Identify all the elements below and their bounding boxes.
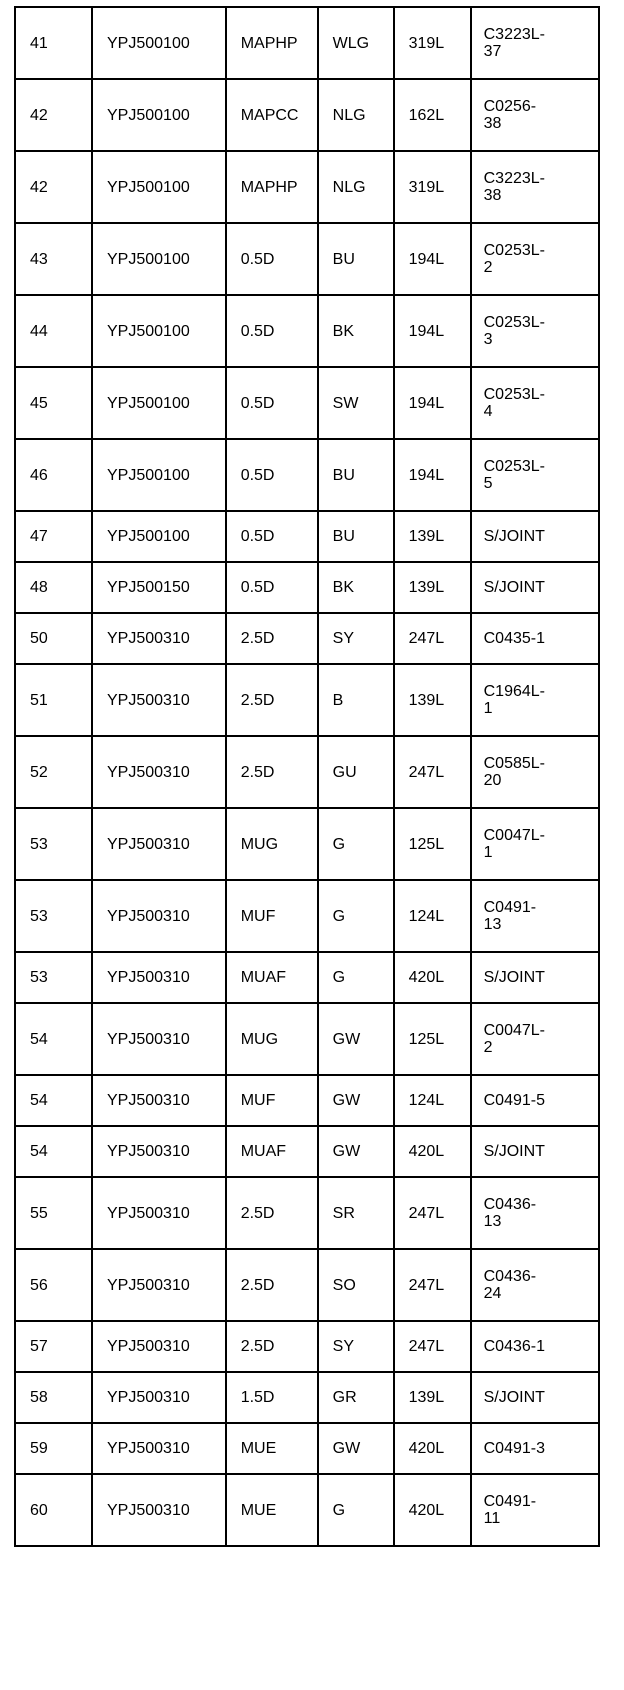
row-number-cell: 42	[15, 151, 92, 223]
table-row	[15, 439, 599, 511]
table-row	[15, 511, 599, 562]
color-cell: GU	[318, 736, 394, 808]
table-row	[15, 613, 599, 664]
connector-cell: S/JOINT	[471, 1372, 599, 1423]
part-number-cell: YPJ500100	[92, 367, 226, 439]
table-row	[15, 1075, 599, 1126]
table-row	[15, 367, 599, 439]
row-number-cell: 50	[15, 613, 92, 664]
row-number-cell: 60	[15, 1474, 92, 1546]
row-number-cell: 59	[15, 1423, 92, 1474]
color-cell: BK	[318, 295, 394, 367]
length-cell: 194L	[394, 295, 471, 367]
connector-cell: C0491-3	[471, 1423, 599, 1474]
color-cell: G	[318, 952, 394, 1003]
part-number-cell: YPJ500310	[92, 1321, 226, 1372]
color-cell: SR	[318, 1177, 394, 1249]
row-number-cell: 54	[15, 1003, 92, 1075]
part-number-cell: YPJ500310	[92, 1474, 226, 1546]
table-row	[15, 1423, 599, 1474]
part-number-cell: YPJ500310	[92, 664, 226, 736]
length-cell: 420L	[394, 1474, 471, 1546]
wire-type-cell: 0.5D	[226, 367, 318, 439]
wire-table-body	[15, 7, 599, 1546]
row-number-cell: 46	[15, 439, 92, 511]
connector-cell: S/JOINT	[471, 952, 599, 1003]
part-number-cell: YPJ500310	[92, 1177, 226, 1249]
wire-type-cell: MUAF	[226, 952, 318, 1003]
color-cell: BU	[318, 223, 394, 295]
part-number-cell: YPJ500150	[92, 562, 226, 613]
table-row	[15, 151, 599, 223]
color-cell: G	[318, 880, 394, 952]
length-cell: 247L	[394, 736, 471, 808]
part-number-cell: YPJ500310	[92, 952, 226, 1003]
length-cell: 194L	[394, 223, 471, 295]
table-row	[15, 223, 599, 295]
wire-type-cell: MUE	[226, 1474, 318, 1546]
length-cell: 247L	[394, 1321, 471, 1372]
wire-type-cell: 0.5D	[226, 295, 318, 367]
length-cell: 319L	[394, 7, 471, 79]
length-cell: 420L	[394, 1423, 471, 1474]
row-number-cell: 57	[15, 1321, 92, 1372]
row-number-cell: 54	[15, 1126, 92, 1177]
color-cell: B	[318, 664, 394, 736]
wire-type-cell: MUG	[226, 808, 318, 880]
color-cell: SY	[318, 1321, 394, 1372]
part-number-cell: YPJ500310	[92, 1423, 226, 1474]
color-cell: NLG	[318, 79, 394, 151]
table-row	[15, 952, 599, 1003]
wire-type-cell: 2.5D	[226, 613, 318, 664]
part-number-cell: YPJ500100	[92, 439, 226, 511]
connector-cell: S/JOINT	[471, 1126, 599, 1177]
table-row	[15, 736, 599, 808]
length-cell: 125L	[394, 808, 471, 880]
row-number-cell: 41	[15, 7, 92, 79]
color-cell: GW	[318, 1126, 394, 1177]
table-row	[15, 1249, 599, 1321]
color-cell: G	[318, 808, 394, 880]
color-cell: GW	[318, 1003, 394, 1075]
part-number-cell: YPJ500100	[92, 295, 226, 367]
connector-cell: C0253L- 5	[471, 439, 599, 511]
length-cell: 420L	[394, 1126, 471, 1177]
wire-type-cell: MUAF	[226, 1126, 318, 1177]
connector-cell: C0491-5	[471, 1075, 599, 1126]
length-cell: 247L	[394, 1177, 471, 1249]
part-number-cell: YPJ500100	[92, 79, 226, 151]
color-cell: BU	[318, 511, 394, 562]
row-number-cell: 53	[15, 880, 92, 952]
table-row	[15, 1177, 599, 1249]
connector-cell: C0585L- 20	[471, 736, 599, 808]
row-number-cell: 56	[15, 1249, 92, 1321]
color-cell: NLG	[318, 151, 394, 223]
connector-cell: C0047L- 2	[471, 1003, 599, 1075]
wire-type-cell: MAPHP	[226, 151, 318, 223]
table-row	[15, 880, 599, 952]
row-number-cell: 44	[15, 295, 92, 367]
table-row	[15, 1003, 599, 1075]
connector-cell: C0253L- 3	[471, 295, 599, 367]
connector-cell: C0253L- 2	[471, 223, 599, 295]
length-cell: 125L	[394, 1003, 471, 1075]
wire-type-cell: MUF	[226, 880, 318, 952]
length-cell: 124L	[394, 880, 471, 952]
wire-type-cell: 2.5D	[226, 664, 318, 736]
color-cell: GR	[318, 1372, 394, 1423]
row-number-cell: 53	[15, 952, 92, 1003]
table-row	[15, 1126, 599, 1177]
wire-type-cell: 0.5D	[226, 439, 318, 511]
wire-type-cell: 2.5D	[226, 1249, 318, 1321]
part-number-cell: YPJ500310	[92, 808, 226, 880]
row-number-cell: 58	[15, 1372, 92, 1423]
part-number-cell: YPJ500100	[92, 7, 226, 79]
wire-type-cell: 2.5D	[226, 1321, 318, 1372]
wire-type-cell: MAPCC	[226, 79, 318, 151]
connector-cell: C0047L- 1	[471, 808, 599, 880]
row-number-cell: 45	[15, 367, 92, 439]
length-cell: 194L	[394, 439, 471, 511]
connector-cell: C3223L- 38	[471, 151, 599, 223]
connector-cell: C0256- 38	[471, 79, 599, 151]
row-number-cell: 47	[15, 511, 92, 562]
length-cell: 420L	[394, 952, 471, 1003]
wire-type-cell: 2.5D	[226, 736, 318, 808]
wire-type-cell: MUG	[226, 1003, 318, 1075]
connector-cell: S/JOINT	[471, 562, 599, 613]
connector-cell: S/JOINT	[471, 511, 599, 562]
wire-type-cell: MAPHP	[226, 7, 318, 79]
wire-type-cell: MUF	[226, 1075, 318, 1126]
length-cell: 139L	[394, 1372, 471, 1423]
wire-type-cell: 0.5D	[226, 511, 318, 562]
row-number-cell: 53	[15, 808, 92, 880]
wire-type-cell: MUE	[226, 1423, 318, 1474]
part-number-cell: YPJ500310	[92, 736, 226, 808]
connector-cell: C0435-1	[471, 613, 599, 664]
connector-cell: C0253L- 4	[471, 367, 599, 439]
color-cell: SW	[318, 367, 394, 439]
row-number-cell: 54	[15, 1075, 92, 1126]
table-row	[15, 1474, 599, 1546]
part-number-cell: YPJ500100	[92, 151, 226, 223]
length-cell: 139L	[394, 664, 471, 736]
color-cell: WLG	[318, 7, 394, 79]
length-cell: 319L	[394, 151, 471, 223]
color-cell: GW	[318, 1423, 394, 1474]
color-cell: G	[318, 1474, 394, 1546]
connector-cell: C0436- 13	[471, 1177, 599, 1249]
row-number-cell: 48	[15, 562, 92, 613]
part-number-cell: YPJ500310	[92, 613, 226, 664]
part-number-cell: YPJ500100	[92, 511, 226, 562]
part-number-cell: YPJ500310	[92, 1003, 226, 1075]
length-cell: 247L	[394, 1249, 471, 1321]
wire-type-cell: 0.5D	[226, 562, 318, 613]
length-cell: 139L	[394, 562, 471, 613]
part-number-cell: YPJ500310	[92, 1372, 226, 1423]
connector-cell: C0491- 13	[471, 880, 599, 952]
part-number-cell: YPJ500310	[92, 1249, 226, 1321]
table-row	[15, 7, 599, 79]
color-cell: BK	[318, 562, 394, 613]
part-number-cell: YPJ500310	[92, 1075, 226, 1126]
table-row	[15, 808, 599, 880]
table-row	[15, 664, 599, 736]
row-number-cell: 55	[15, 1177, 92, 1249]
connector-cell: C1964L- 1	[471, 664, 599, 736]
length-cell: 124L	[394, 1075, 471, 1126]
part-number-cell: YPJ500100	[92, 223, 226, 295]
connector-cell: C0491- 11	[471, 1474, 599, 1546]
color-cell: GW	[318, 1075, 394, 1126]
length-cell: 162L	[394, 79, 471, 151]
connector-cell: C0436-1	[471, 1321, 599, 1372]
row-number-cell: 52	[15, 736, 92, 808]
connector-cell: C0436- 24	[471, 1249, 599, 1321]
row-number-cell: 42	[15, 79, 92, 151]
part-number-cell: YPJ500310	[92, 1126, 226, 1177]
length-cell: 139L	[394, 511, 471, 562]
wire-type-cell: 1.5D	[226, 1372, 318, 1423]
color-cell: SY	[318, 613, 394, 664]
length-cell: 247L	[394, 613, 471, 664]
length-cell: 194L	[394, 367, 471, 439]
table-row	[15, 562, 599, 613]
color-cell: SO	[318, 1249, 394, 1321]
part-number-cell: YPJ500310	[92, 880, 226, 952]
table-row	[15, 79, 599, 151]
table-row	[15, 1372, 599, 1423]
wire-table	[14, 6, 600, 1547]
table-row	[15, 1321, 599, 1372]
wire-type-cell: 2.5D	[226, 1177, 318, 1249]
wire-type-cell: 0.5D	[226, 223, 318, 295]
connector-cell: C3223L- 37	[471, 7, 599, 79]
table-row	[15, 295, 599, 367]
row-number-cell: 51	[15, 664, 92, 736]
row-number-cell: 43	[15, 223, 92, 295]
color-cell: BU	[318, 439, 394, 511]
